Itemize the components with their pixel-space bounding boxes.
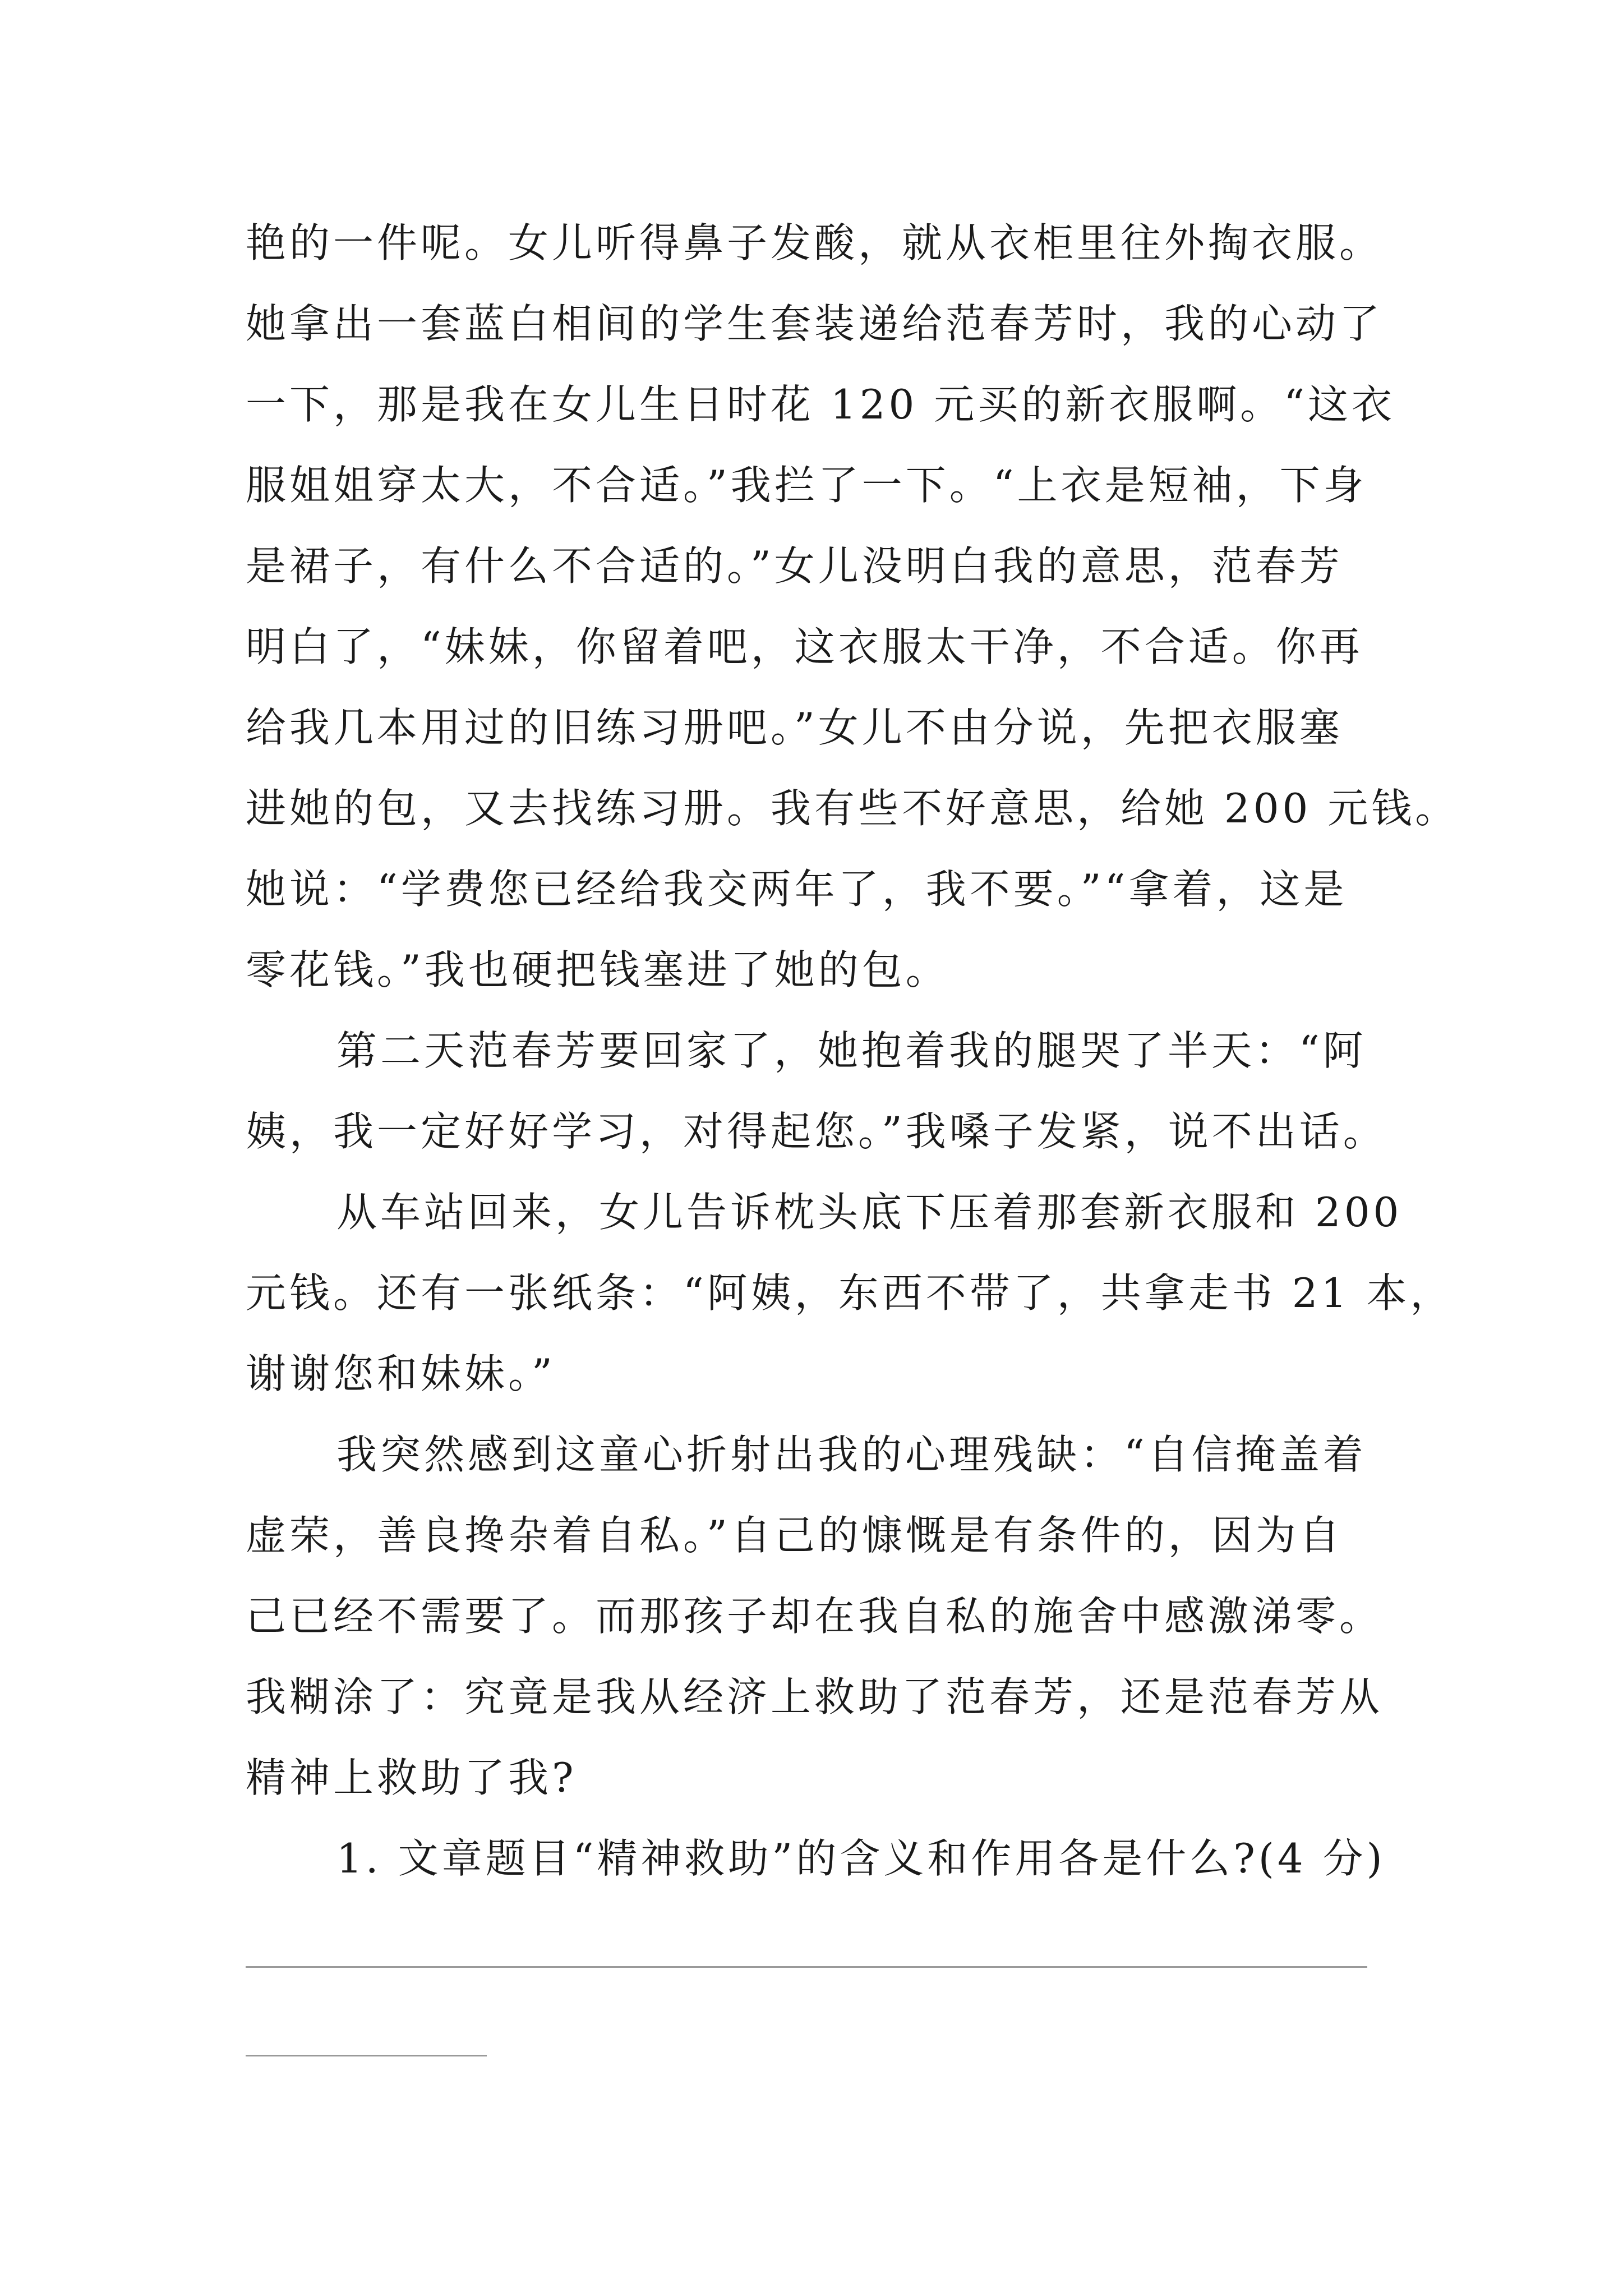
text-line: 从车站回来，女儿告诉枕头底下压着那套新衣服和 200 <box>336 1189 1403 1236</box>
text-line: 给我几本用过的旧练习册吧。”女儿不由分说，先把衣服塞 <box>246 704 1343 751</box>
text-line: 她拿出一套蓝白相间的学生套装递给范春芳时，我的心动了 <box>246 300 1384 347</box>
text-line: 进她的包，又去找练习册。我有些不好意思，给她 200 元钱。 <box>246 785 1459 832</box>
text-line: 艳的一件呢。女儿听得鼻子发酸，就从衣柜里往外掏衣服。 <box>246 219 1384 266</box>
answer-line[interactable] <box>246 2055 487 2056</box>
text-line: 姨，我一定好好学习，对得起您。”我嗓子发紧，说不出话。 <box>246 1108 1387 1155</box>
text-line: 谢谢您和妹妹。” <box>246 1350 556 1397</box>
answer-line[interactable] <box>246 1966 1367 1968</box>
text-line: 第二天范春芳要回家了，她抱着我的腿哭了半天：“阿 <box>336 1027 1367 1074</box>
text-line: 明白了，“妹妹，你留着吧，这衣服太干净，不合适。你再 <box>246 623 1363 670</box>
text-line: 一下，那是我在女儿生日时花 120 元买的新衣服啊。“这衣 <box>246 381 1396 428</box>
text-line: 我突然感到这童心折射出我的心理残缺：“自信掩盖着 <box>336 1431 1367 1478</box>
question-text: 1. 文章题目“精神救助”的含义和作用各是什么?(4 分) <box>336 1835 1386 1882</box>
text-line: 是裙子，有什么不合适的。”女儿没明白我的意思，范春芳 <box>246 542 1343 590</box>
text-line: 零花钱。”我也硬把钱塞进了她的包。 <box>246 946 949 993</box>
text-line: 她说：“学费您已经给我交两年了，我不要。”“拿着，这是 <box>246 866 1348 913</box>
text-line: 元钱。还有一张纸条：“阿姨，东西不带了，共拿走书 21 本， <box>246 1269 1454 1317</box>
text-line: 虚荣，善良搀杂着自私。”自己的慷慨是有条件的，因为自 <box>246 1512 1343 1559</box>
text-line: 己已经不需要了。而那孩子却在我自私的施舍中感激涕零。 <box>246 1593 1384 1640</box>
text-line: 我糊涂了：究竟是我从经济上救助了范春芳，还是范春芳从 <box>246 1673 1384 1720</box>
text-line: 精神上救助了我? <box>246 1754 577 1801</box>
text-line: 服姐姐穿太大，不合适。”我拦了一下。“上衣是短袖，下身 <box>246 462 1367 509</box>
